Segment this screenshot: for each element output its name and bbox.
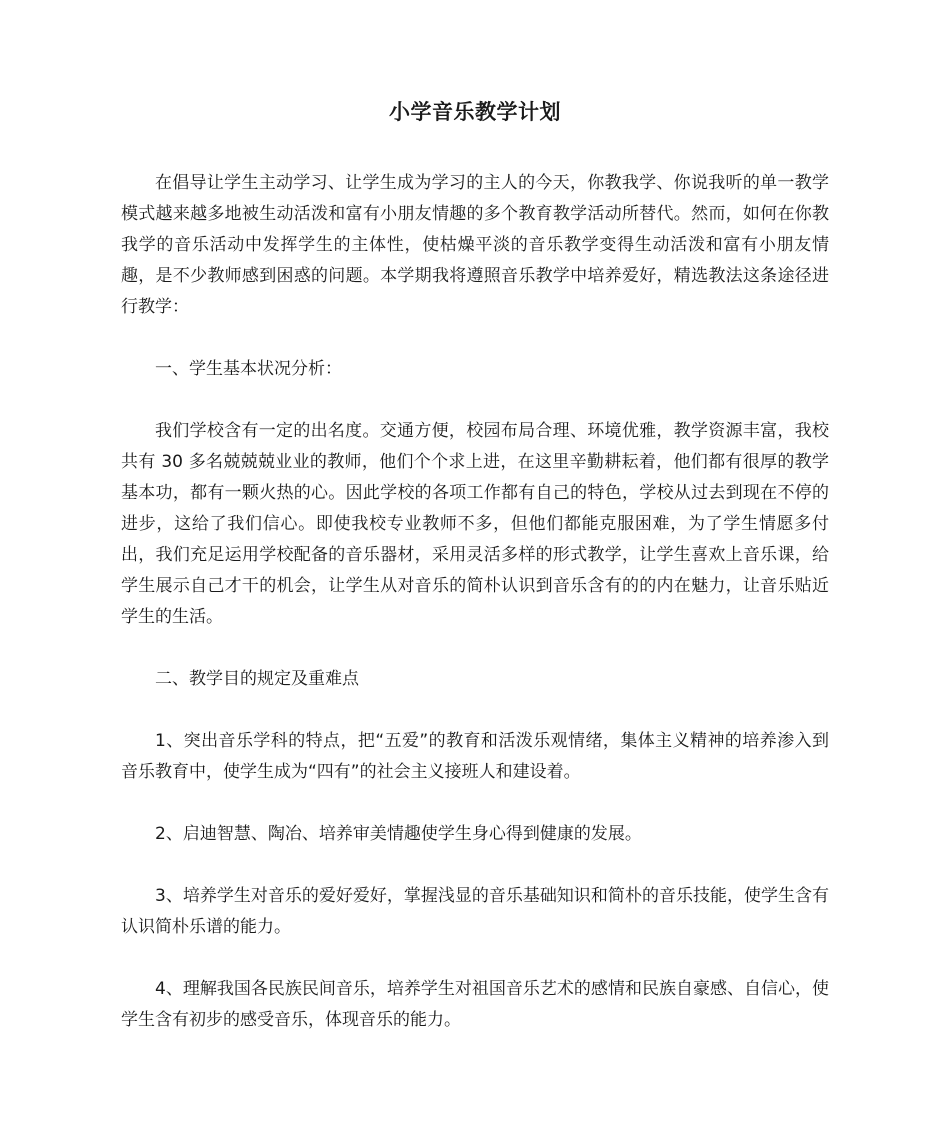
section-heading-student-analysis: 一、学生基本状况分析： xyxy=(155,359,342,379)
goal-item-1: 1、突出音乐学科的特点，把“五爱”的教育和活泼乐观情绪，集体主义精神的培养渗入到音乐教育中，使学生成为“四有”的社会主义接班人和建设着。 xyxy=(121,731,829,782)
goal-item-4: 4、理解我国各民族民间音乐，培养学生对祖国音乐艺术的感情和民族自豪感、自信心，使学生含有初步的感受音乐，体现音乐的能力。 xyxy=(121,979,829,1030)
goal-item-3: 3、培养学生对音乐的爱好爱好，掌握浅显的音乐基础知识和简朴的音乐技能，使学生含有认识简朴乐谱的能力。 xyxy=(121,886,829,937)
intro-paragraph: 在倡导让学生主动学习、让学生成为学习的主人的今天，你教我学、你说我听的单一教学模式越来越多地被生动活泼和富有小朋友情趣的多个教育教学活动所替代。然而，如何在你教我学的音乐活动中发挥学生的主体性，使枯燥平淡的音乐教学变得生动活泼和富有小朋友情趣，是不少教师感到困惑的问题。本学期我将遵照音乐教学中培养爱好，精选教法这条途径进行教学： xyxy=(121,173,829,317)
school-situation-paragraph: 我们学校含有一定的出名度。交通方便，校园布局合理、环境优雅，教学资源丰富，我校共有 30 多名兢兢兢业业的教师，他们个个求上进，在这里辛勤耕耘着，他们都有很厚的教学基本功，都有一颗火热的心。因此学校的各项工作都有自己的特色，学校从过去到现在不停的进步，这给了我们信心。即使我校专业教师不多，但他们都能克服困难，为了学生情愿多付出，我们充足运用学校配备的音乐器材，采用灵活多样的形式教学，让学生喜欢上音乐课，给学生展示自己才干的机会，让学生从对音乐的简朴认识到音乐含有的的内在魅力，让音乐贴近学生的生活。 xyxy=(121,421,829,627)
section-heading-teaching-goals: 二、教学目的规定及重难点 xyxy=(155,669,359,689)
page-title: 小学音乐教学计划 xyxy=(389,100,561,124)
goal-item-2: 2、启迪智慧、陶冶、培养审美情趣使学生身心得到健康的发展。 xyxy=(155,824,642,844)
